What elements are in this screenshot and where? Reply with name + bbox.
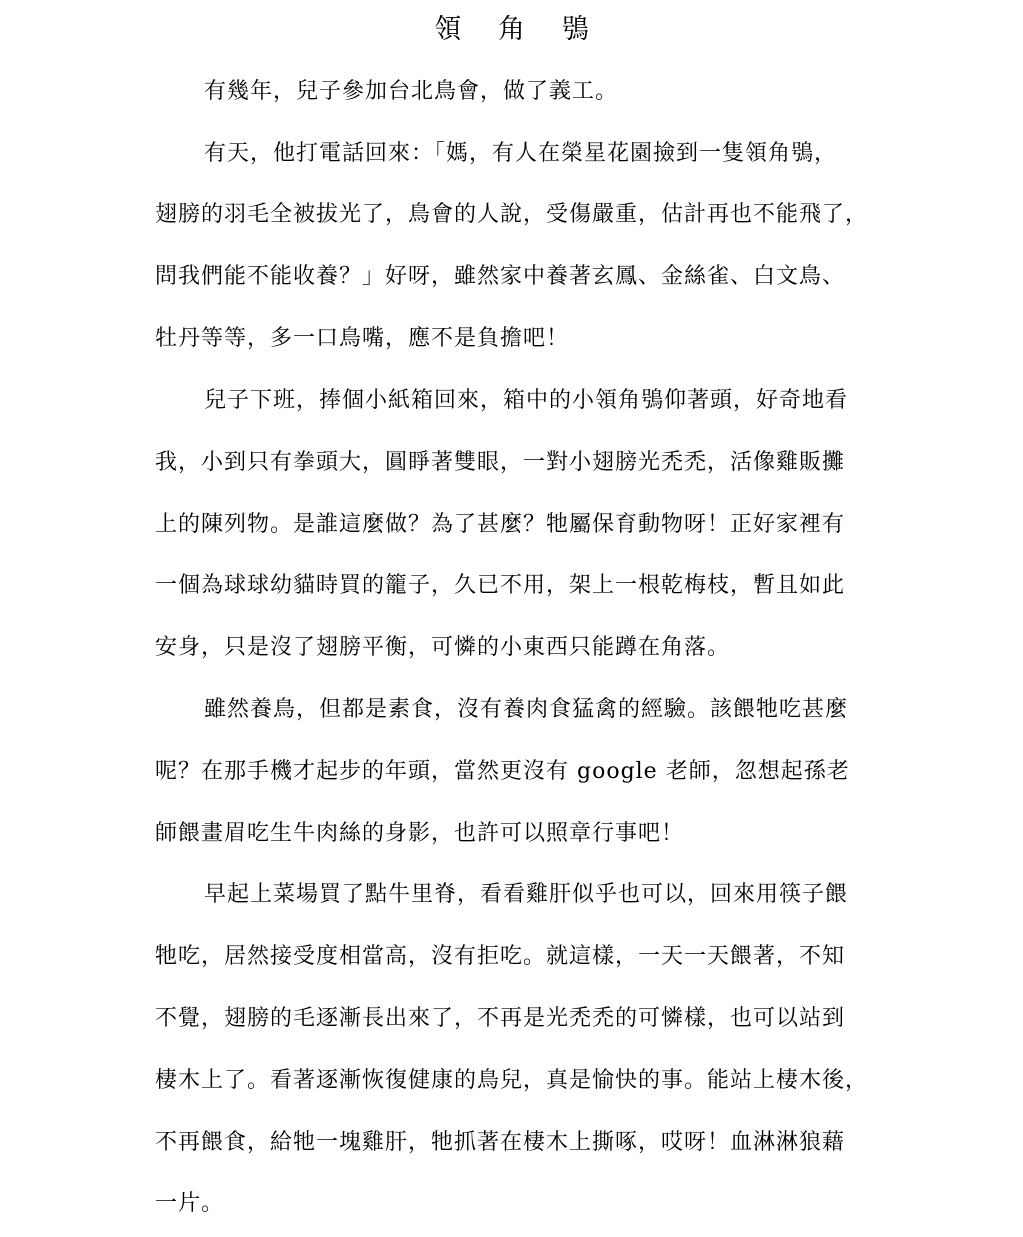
text-line: 不再餵食，給牠一塊雞肝，牠抓著在棲木上撕啄，哎呀！血淋淋狼藉 bbox=[155, 1130, 846, 1155]
document-title: 領 角 鴞 bbox=[434, 14, 603, 45]
text-line: 有天，他打電話回來：「媽，有人在榮星花園撿到一隻領角鴞， bbox=[204, 141, 838, 166]
text-line: 牠吃，居然接受度相當高，沒有拒吃。就這樣，一天一天餵著，不知 bbox=[155, 944, 846, 969]
text-line: 不覺，翅膀的毛逐漸長出來了，不再是光禿禿的可憐樣，也可以站到 bbox=[155, 1006, 846, 1031]
text-line: 呢？在那手機才起步的年頭，當然更沒有 google 老師，忽想起孫老 bbox=[155, 759, 850, 784]
text-line: 一個為球球幼貓時買的籠子，久已不用，架上一根乾梅枝，暫且如此 bbox=[155, 573, 846, 598]
text-line: 師餵畫眉吃生牛肉絲的身影，也許可以照章行事吧！ bbox=[155, 821, 685, 846]
text-line: 雖然養鳥，但都是素食，沒有養肉食猛禽的經驗。該餵牠吃甚麼 bbox=[204, 697, 849, 722]
text-line: 早起上菜場買了點牛里脊，看看雞肝似乎也可以，回來用筷子餵 bbox=[204, 882, 849, 907]
text-line: 安身，只是沒了翅膀平衡，可憐的小東西只能蹲在角落。 bbox=[155, 635, 731, 660]
text-line: 牡丹等等，多一口鳥嘴，應不是負擔吧！ bbox=[155, 326, 570, 351]
text-line: 棲木上了。看著逐漸恢復健康的鳥兒，真是愉快的事。能站上棲木後， bbox=[155, 1068, 869, 1093]
text-line: 上的陳列物。是誰這麼做？為了甚麼？牠屬保育動物呀！正好家裡有 bbox=[155, 512, 846, 537]
text-line: 翅膀的羽毛全被拔光了，鳥會的人說，受傷嚴重，估計再也不能飛了， bbox=[155, 202, 869, 227]
text-line: 我，小到只有拳頭大，圓睜著雙眼，一對小翅膀光禿禿，活像雞販攤 bbox=[155, 450, 846, 475]
text-line: 有幾年，兒子參加台北鳥會，做了義工。 bbox=[204, 79, 619, 104]
text-line: 兒子下班，捧個小紙箱回來，箱中的小領角鴞仰著頭，好奇地看 bbox=[204, 388, 849, 413]
text-line: 問我們能不能收養？」好呀，雖然家中養著玄鳳、金絲雀、白文鳥、 bbox=[155, 264, 846, 289]
text-line: 一片。 bbox=[155, 1191, 225, 1216]
